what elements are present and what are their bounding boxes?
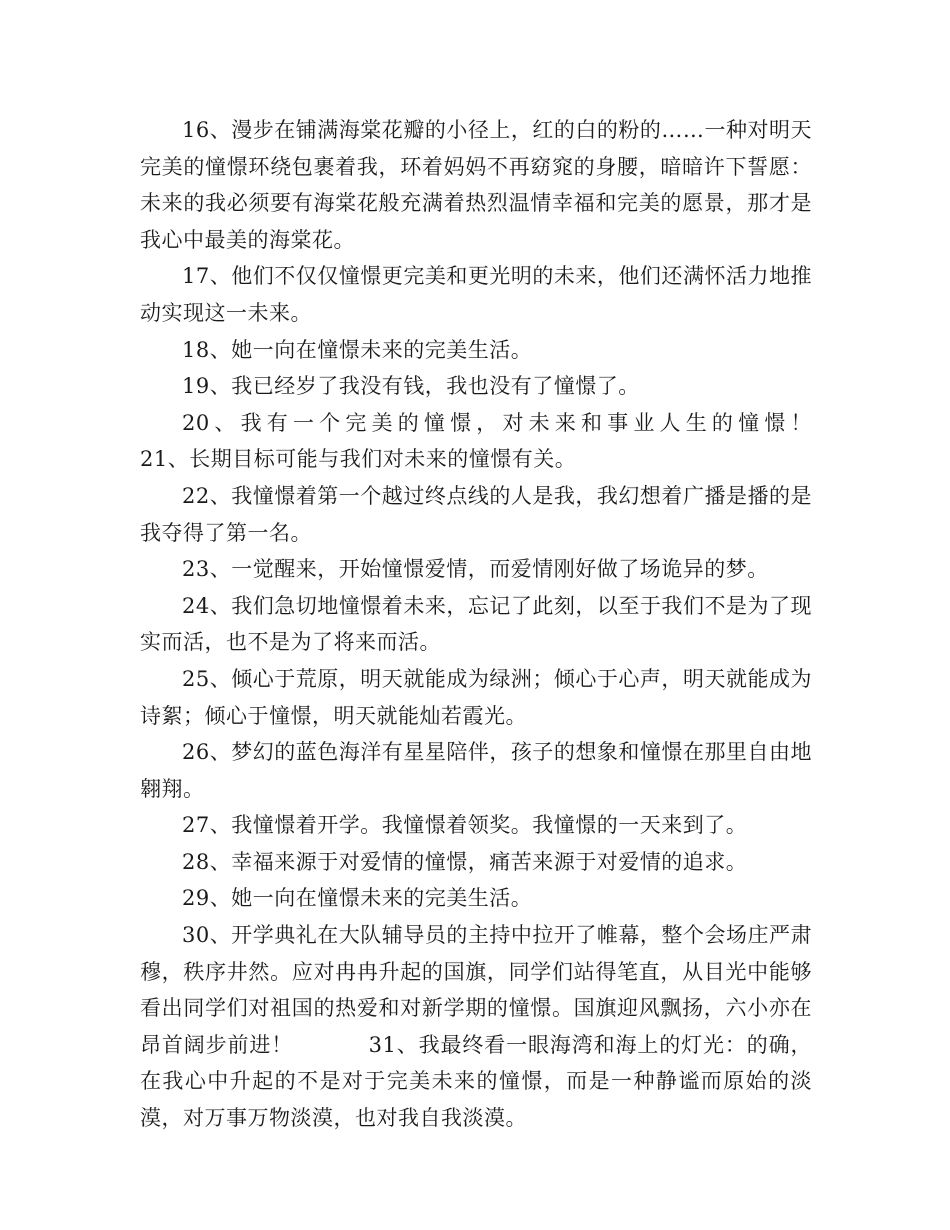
paragraph-18: 18、她一向在憧憬未来的完美生活。 — [182, 337, 533, 362]
paragraph-29: 29、她一向在憧憬未来的完美生活。 — [182, 886, 533, 911]
paragraph-26: 26、梦幻的蓝色海洋有星星陪伴，孩子的想象和憧憬在那里自由地翱翔。 — [140, 740, 812, 801]
document-body — [140, 112, 884, 1137]
paragraph-16: 16、漫步在铺满海棠花瓣的小径上，红的白的粉的……一种对明天完美的憧憬环绕包裹着我，环着妈妈不再窈窕的身腰，暗暗许下誓愿：未来的我必须要有海棠花般充满着热烈温情幸福和完美的愿景，那才是我心中最美的海棠花。 — [140, 118, 812, 252]
paragraph-17: 17、他们不仅仅憧憬更完美和更光明的未来，他们还满怀活力地推动实现这一未来。 — [140, 264, 812, 325]
paragraph-22: 22、我憧憬着第一个越过终点线的人是我，我幻想着广播是播的是我夺得了第一名。 — [140, 483, 812, 545]
paragraph-27: 27、我憧憬着开学。我憧憬着领奖。我憧憬的一天来到了。 — [182, 813, 748, 838]
paragraph-30-31: 30、开学典礼在大队辅导员的主持中拉开了帷幕，整个会场庄严肃穆，秩序井然。应对冉冉升起的国旗，同学们站得笔直，从目光中能够看出同学们对祖国的热爱和对新学期的憧憬。国旗迎风飘扬，六小亦在昂首阔步前进！ 31、我最终看一眼海湾和海上的灯光：的确，在我心中升起的不是对于完美未来的憧憬，而是一种静谧而原始的淡漠，对万事万物淡漠，也对我自我淡漠。 — [140, 923, 812, 1131]
paragraph-25: 25、倾心于荒原，明天就能成为绿洲；倾心于心声，明天就能成为诗絮；倾心于憧憬，明天就能灿若霞光。 — [140, 666, 812, 728]
paragraph-23: 23、一觉醒来，开始憧憬爱情，而爱情刚好做了场诡异的梦。 — [182, 557, 769, 582]
paragraph-19: 19、我已经岁了我没有钱，我也没有了憧憬了。 — [182, 374, 640, 399]
paragraph-28: 28、幸福来源于对爱情的憧憬，痛苦来源于对爱情的追求。 — [182, 849, 748, 874]
paragraph-24: 24、我们急切地憧憬着未来，忘记了此刻，以至于我们不是为了现实而活，也不是为了将来而活。 — [140, 593, 812, 655]
paragraph-20-21: 20、我有一个完美的憧憬，对未来和事业人生的憧憬！ 21、长期目标可能与我们对未来的憧憬有关。 — [140, 410, 884, 472]
